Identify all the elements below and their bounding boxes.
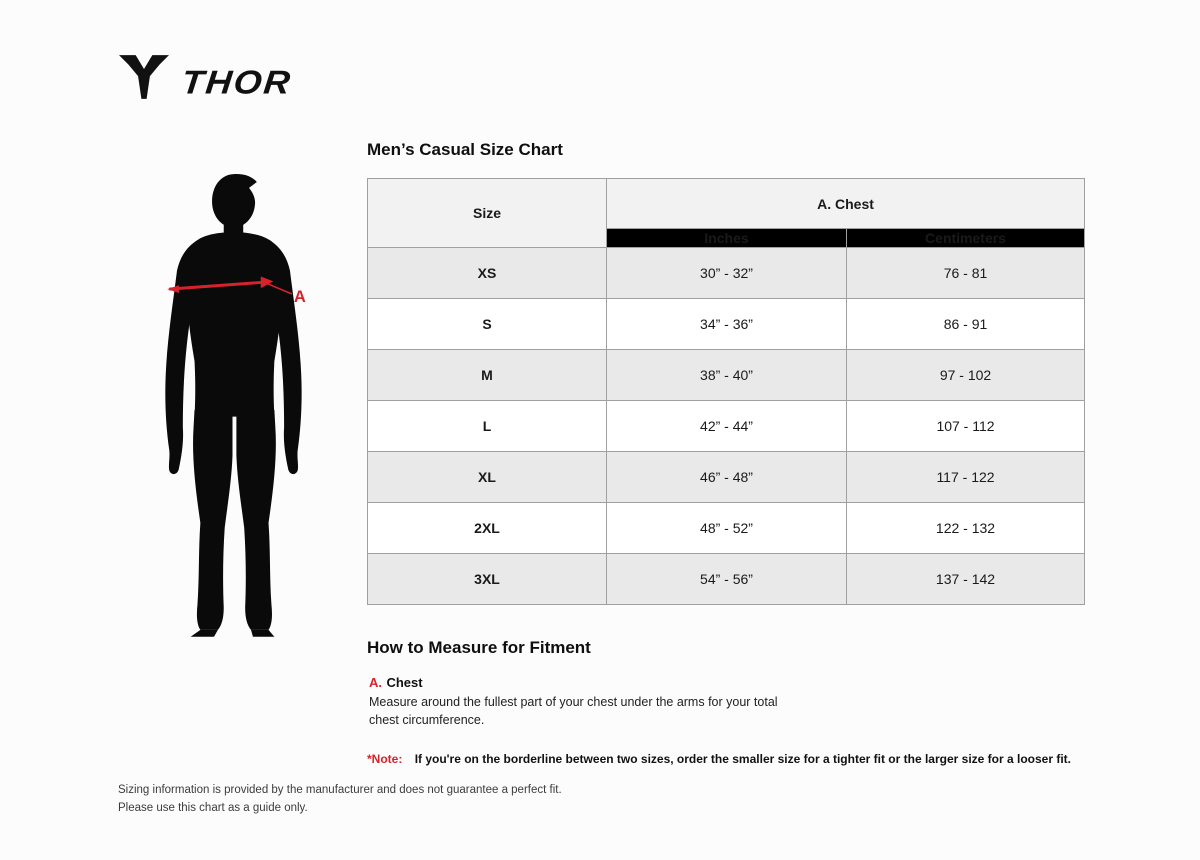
page-title: Men’s Casual Size Chart [367,140,563,159]
size-cell: S [368,299,607,350]
footer-line: Please use this chart as a guide only. [118,801,308,814]
chest-group-header: A. Chest [607,179,1085,229]
inches-cell: 30” - 32” [607,248,847,299]
size-cell: M [368,350,607,401]
measure-item-key: A. [369,675,382,690]
note-text: If you're on the borderline between two sizes, order the smaller size for a tighter fit or the larger size for a looser fit. [414,752,1072,766]
table-row [368,401,1085,452]
male-silhouette [140,166,325,644]
centimeters-cell: 107 - 112 [847,401,1085,452]
size-cell: 2XL [368,503,607,554]
table-row [368,299,1085,350]
centimeters-cell: 122 - 132 [847,503,1085,554]
size-cell: XS [368,248,607,299]
size-cell: XL [368,452,607,503]
brand-wordmark: THOR [179,63,294,101]
measure-item-description: Measure around the fullest part of your chest under the arms for your total chest circumference. [369,695,778,728]
size-column-header: Size [368,179,607,248]
size-cell: L [368,401,607,452]
inches-cell: 48” - 52” [607,503,847,554]
table-row [368,350,1085,401]
centimeters-cell: 76 - 81 [847,248,1085,299]
measure-item-name: Chest [386,675,423,690]
table-header-row [368,179,1085,229]
inches-cell: 42” - 44” [607,401,847,452]
note-label: *Note: [367,752,403,766]
inches-cell: 34” - 36” [607,299,847,350]
inches-unit-header: Inches [607,229,847,248]
thor-horns-icon [118,52,170,102]
centimeters-cell: 117 - 122 [847,452,1085,503]
centimeters-cell: 137 - 142 [847,554,1085,605]
male-figure-illustration [140,166,325,644]
footer-line: Sizing information is provided by the manufacturer and does not guarantee a perfect fit. [118,784,562,796]
inches-cell: 46” - 48” [607,452,847,503]
measure-item-chest [369,674,423,692]
centimeters-cell: 86 - 91 [847,299,1085,350]
centimeters-cell: 97 - 102 [847,350,1085,401]
how-to-measure-heading: How to Measure for Fitment [367,638,591,657]
brand-logo [118,52,294,102]
table-row [368,452,1085,503]
table-row [368,503,1085,554]
inches-cell: 54” - 56” [607,554,847,605]
size-chart-table [367,178,1085,605]
table-row [368,554,1085,605]
table-row [368,248,1085,299]
centimeters-unit-header: Centimeters [847,229,1085,248]
size-cell: 3XL [368,554,607,605]
footer-disclaimer [118,782,562,818]
inches-cell: 38” - 40” [607,350,847,401]
sizing-note [367,752,1071,766]
chest-marker-label: A [293,286,306,306]
